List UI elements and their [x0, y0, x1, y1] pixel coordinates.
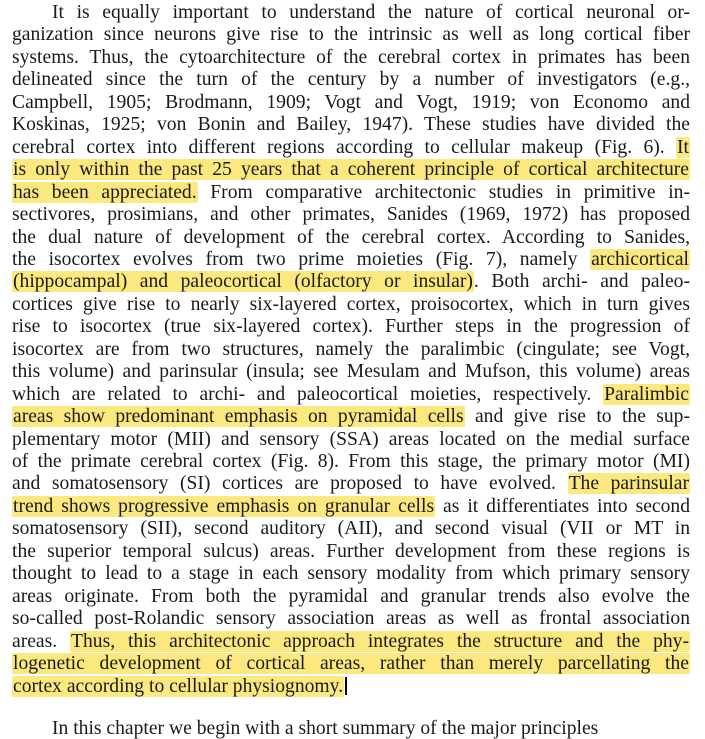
text-line	[12, 294, 690, 316]
text-line	[12, 406, 690, 428]
cut-off-next-line: In this chapter we begin with a short summary of the major principles	[52, 718, 599, 739]
text-line	[12, 608, 690, 630]
text-segment: From comparative architectonic studies in primitive in-	[197, 181, 690, 203]
highlighted-text: is only within the past 25 years that a coherent principle of cortical architecture	[13, 159, 689, 181]
text-segment: this volume) and parinsular (insula; see Mesulam and Mufson, this volume) areas	[12, 361, 690, 383]
text-line	[12, 137, 690, 159]
text-segment: the dual nature of development of the cerebral cortex. According to Sanides,	[12, 226, 690, 248]
highlighted-text: logenetic development of cortical areas, rather than merely parcellating the	[13, 653, 689, 675]
text-line	[12, 676, 690, 698]
text-segment: cortices give rise to nearly six-layered cortex, proisocortex, which in turn gives	[12, 293, 690, 315]
text-segment: thought to lead to a stage in each sensory modality from which primary sensory	[12, 563, 690, 585]
text-segment: isocortex are from two structures, namely the paralimbic (cingulate; see Vogt,	[12, 338, 690, 360]
text-segment: systems. Thus, the cytoarchitecture of the cerebral cortex in primates has been	[12, 46, 690, 68]
highlighted-text: Thus, this architectonic approach integrates the structure and the phy-	[71, 630, 689, 652]
text-line	[12, 339, 690, 361]
text-line	[12, 541, 690, 563]
text-line	[12, 47, 690, 69]
text-line	[12, 586, 690, 608]
text-line	[12, 271, 690, 293]
text-segment: . Both archi- and paleo-	[473, 271, 690, 293]
text-line	[12, 653, 690, 675]
highlighted-text: archicortical	[591, 248, 689, 270]
highlighted-text: It	[677, 136, 689, 158]
text-line	[12, 451, 690, 473]
text-line	[12, 361, 690, 383]
text-line	[12, 227, 690, 249]
text-segment: of the primate cerebral cortex (Fig. 8). From this stage, the primary motor (MI)	[12, 451, 690, 472]
text-segment: somatosensory (SII), second auditory (AII), and second visual (VII or MT in	[12, 518, 690, 540]
text-segment: and give rise to the sup-	[464, 406, 690, 428]
text-line	[12, 518, 690, 540]
text-line	[12, 384, 690, 406]
text-segment: the superior temporal sulcus) areas. Further development from these regions is	[12, 540, 690, 562]
text-segment: the isocortex evolves from two prime moieties (Fig. 7), namely	[12, 248, 591, 270]
highlighted-text: (hippocampal) and paleocortical (olfactory or insular)	[13, 271, 473, 293]
text-line	[12, 92, 690, 114]
highlighted-text: areas show predominant emphasis on pyramidal cells	[13, 406, 464, 428]
text-line	[12, 24, 690, 46]
highlighted-text: has been appreciated.	[13, 181, 197, 203]
text-line	[12, 473, 690, 495]
text-line	[12, 69, 690, 91]
text-line	[12, 496, 690, 518]
text-line	[12, 204, 690, 226]
text-segment: It is equally important to understand the nature of cortical neuronal or-	[52, 2, 690, 23]
text-line	[12, 563, 690, 585]
highlighted-text: cortex according to cellular physiognomy.	[13, 675, 344, 697]
text-segment: as it differentiates into second	[435, 495, 691, 517]
highlighted-text: Paralimbic	[604, 383, 689, 405]
text-segment: which are related to archi- and paleocortical moieties, respectively.	[12, 383, 604, 405]
text-segment: areas.	[12, 630, 71, 652]
text-segment: cerebral cortex into different regions according to cellular makeup (Fig. 6).	[12, 136, 677, 158]
highlighted-text: The parinsular	[568, 473, 689, 495]
text-line	[52, 2, 690, 24]
text-line	[12, 182, 690, 204]
text-segment: plementary motor (MII) and sensory (SSA) areas located on the medial surface	[12, 428, 690, 450]
text-segment: rise to isocortex (true six-layered cortex). Further steps in the progression of	[12, 316, 690, 338]
text-segment: ganization since neurons give rise to the intrinsic as well as long cortical fiber	[12, 24, 690, 46]
text-segment: Koskinas, 1925; von Bonin and Bailey, 1947). These studies have divided the	[12, 114, 690, 136]
text-line	[12, 114, 690, 136]
text-segment: delineated since the turn of the century by a number of investigators (e.g.,	[12, 69, 690, 91]
text-line	[12, 316, 690, 338]
text-line	[12, 429, 690, 451]
text-segment: so-called post-Rolandic sensory association areas as well as frontal association	[12, 608, 690, 630]
text-line	[12, 249, 690, 271]
highlighted-text: trend shows progressive emphasis on granular cells	[13, 495, 435, 517]
text-segment: Campbell, 1905; Brodmann, 1909; Vogt and Vogt, 1919; von Economo and	[12, 91, 690, 113]
text-cursor	[345, 677, 347, 695]
text-segment: sectivores, prosimians, and other primates, Sanides (1969, 1972) has proposed	[12, 204, 690, 226]
text-line	[12, 159, 690, 181]
text-segment: and somatosensory (SI) cortices are proposed to have evolved.	[12, 473, 568, 495]
text-segment: areas originate. From both the pyramidal and granular trends also evolve the	[12, 585, 690, 607]
text-line	[12, 631, 690, 653]
